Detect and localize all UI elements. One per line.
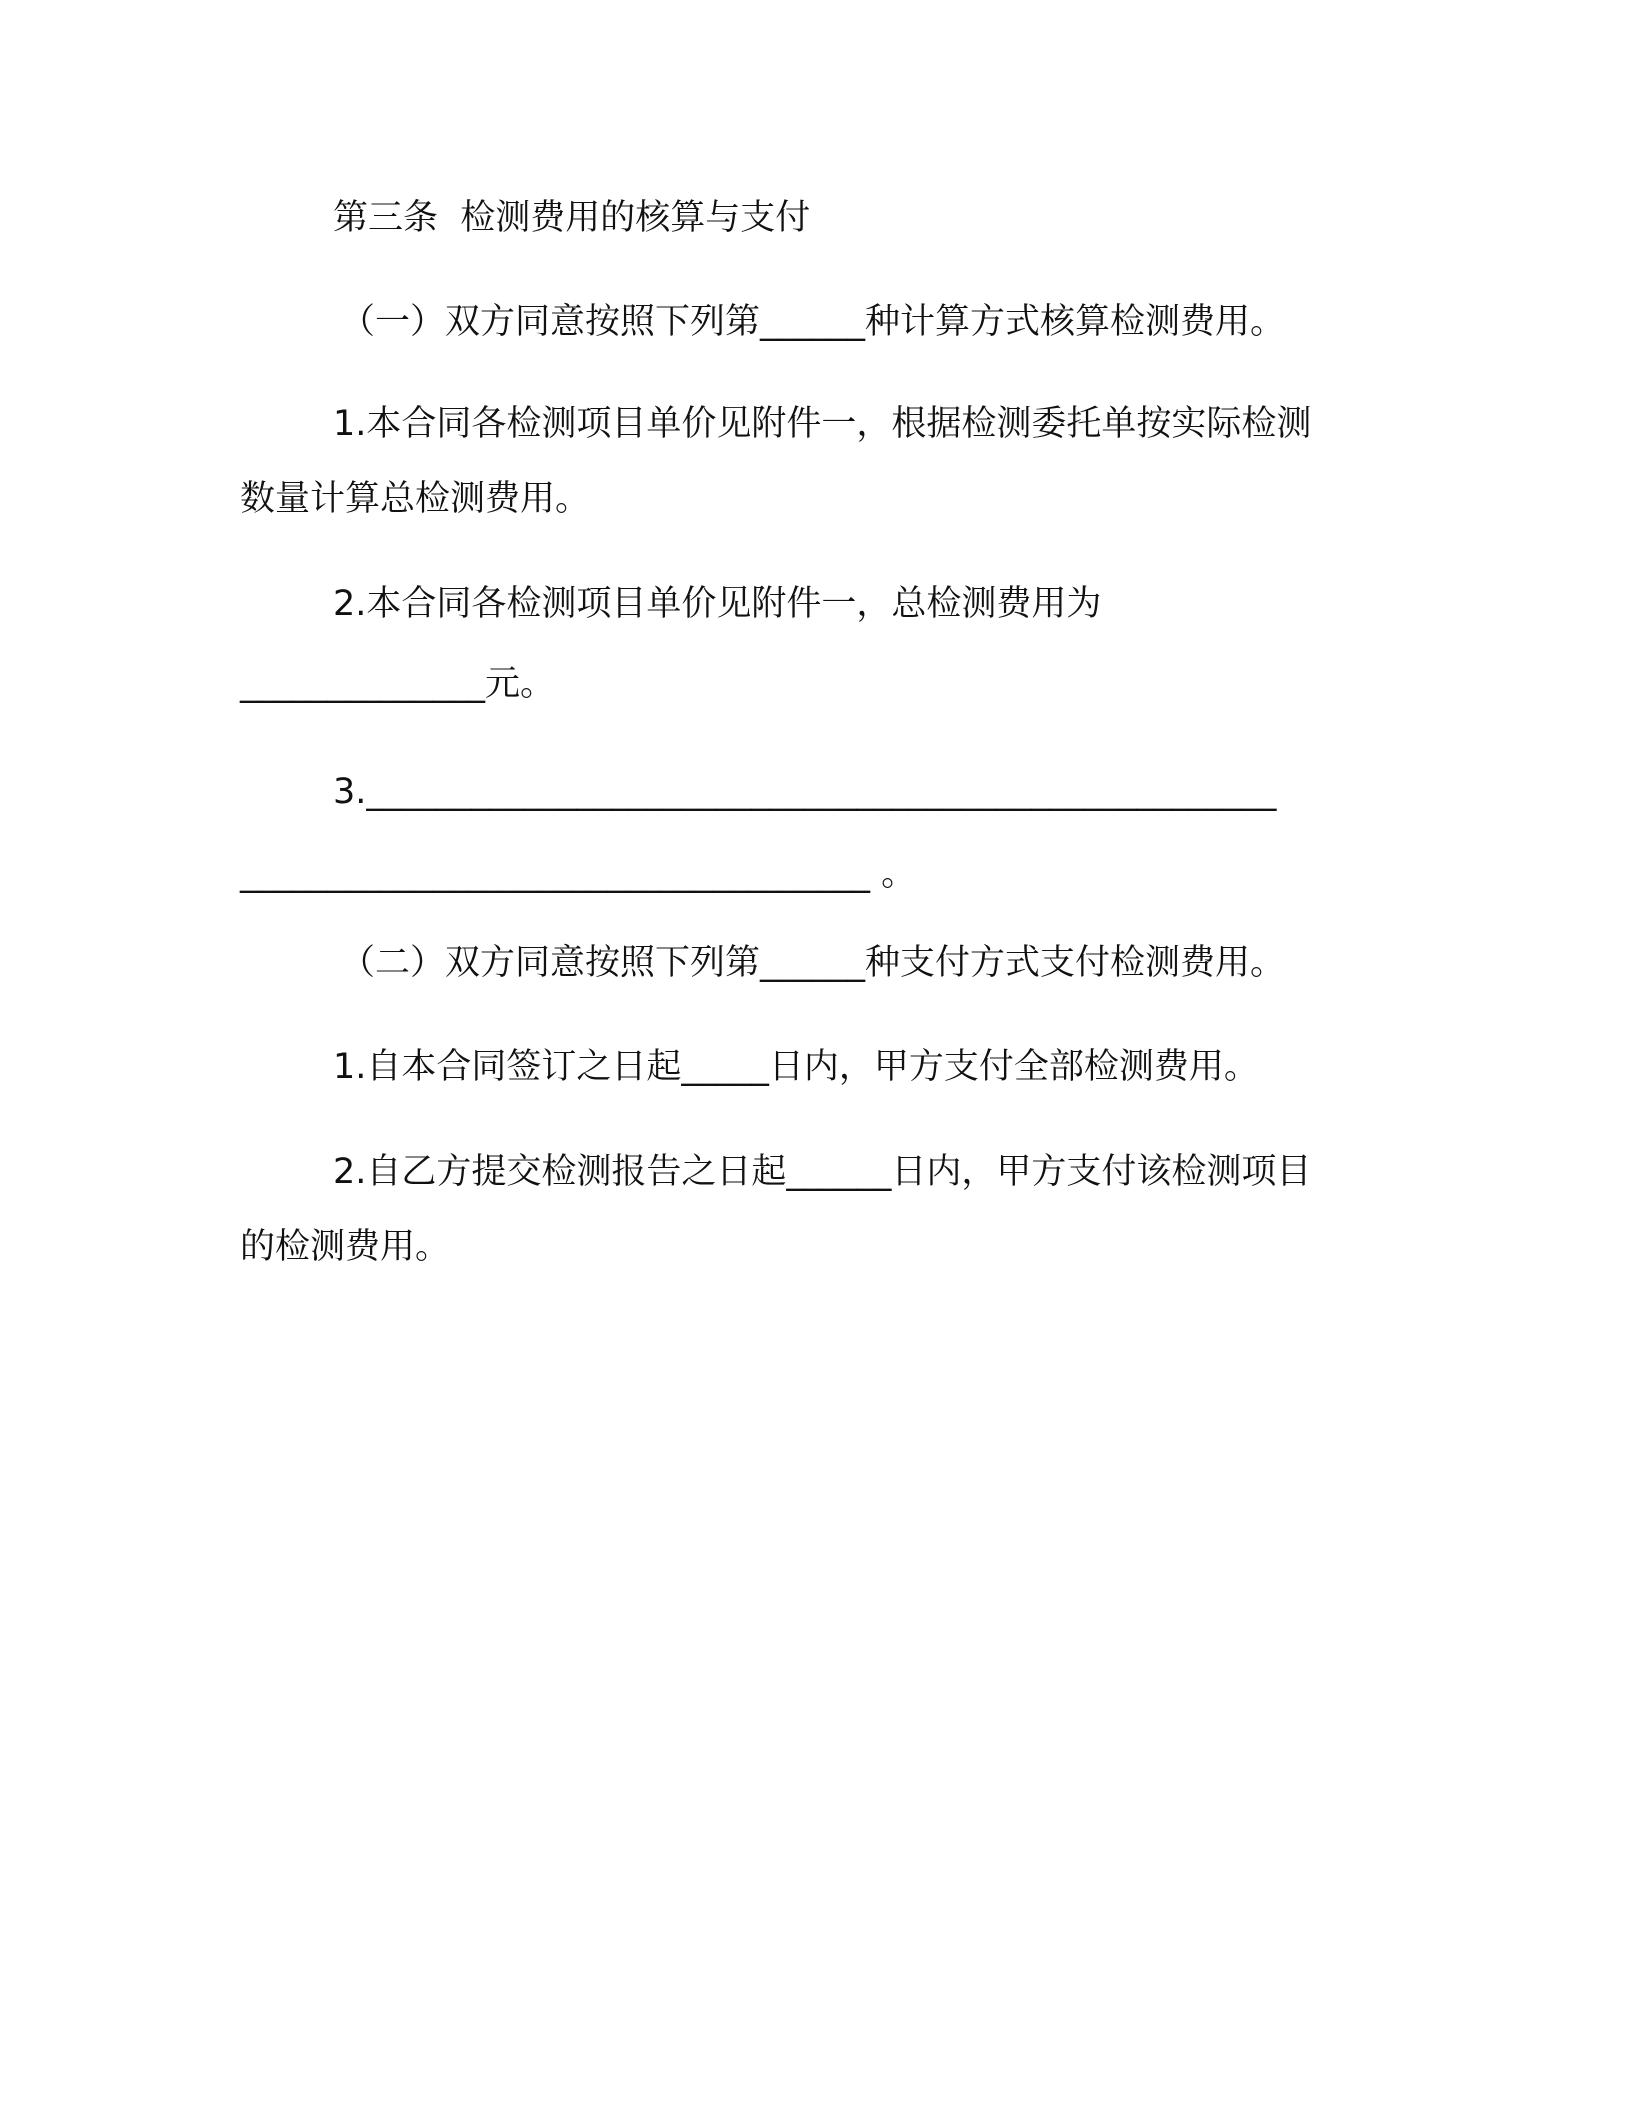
section-2-item-2-line-1: 2.自乙方提交检测报告之日起______日内，甲方支付该检测项目 xyxy=(333,1152,1312,1192)
section-1-item-3-line-2: ____________________________________ 。 xyxy=(240,854,917,894)
section-1-item-2-line-1: 2.本合同各检测项目单价见附件一，总检测费用为 xyxy=(333,584,1102,624)
section-1-item-1-line-2: 数量计算总检测费用。 xyxy=(240,479,591,519)
article-heading: 第三条 检测费用的核算与支付 xyxy=(333,198,811,238)
section-2-item-2-line-2: 的检测费用。 xyxy=(240,1227,451,1267)
section-1-item-3-line-1: 3.____________________________________________________ xyxy=(333,772,1277,812)
section-2-title: （二）双方同意按照下列第______种支付方式支付检测费用。 xyxy=(340,943,1286,983)
section-1-item-1-line-1: 1.本合同各检测项目单价见附件一，根据检测委托单按实际检测 xyxy=(333,404,1312,444)
section-1-title: （一）双方同意按照下列第______种计算方式核算检测费用。 xyxy=(340,302,1286,342)
section-1-item-2-line-2: ______________元。 xyxy=(240,664,556,704)
section-2-item-1: 1.自本合同签订之日起_____日内，甲方支付全部检测费用。 xyxy=(333,1047,1259,1087)
